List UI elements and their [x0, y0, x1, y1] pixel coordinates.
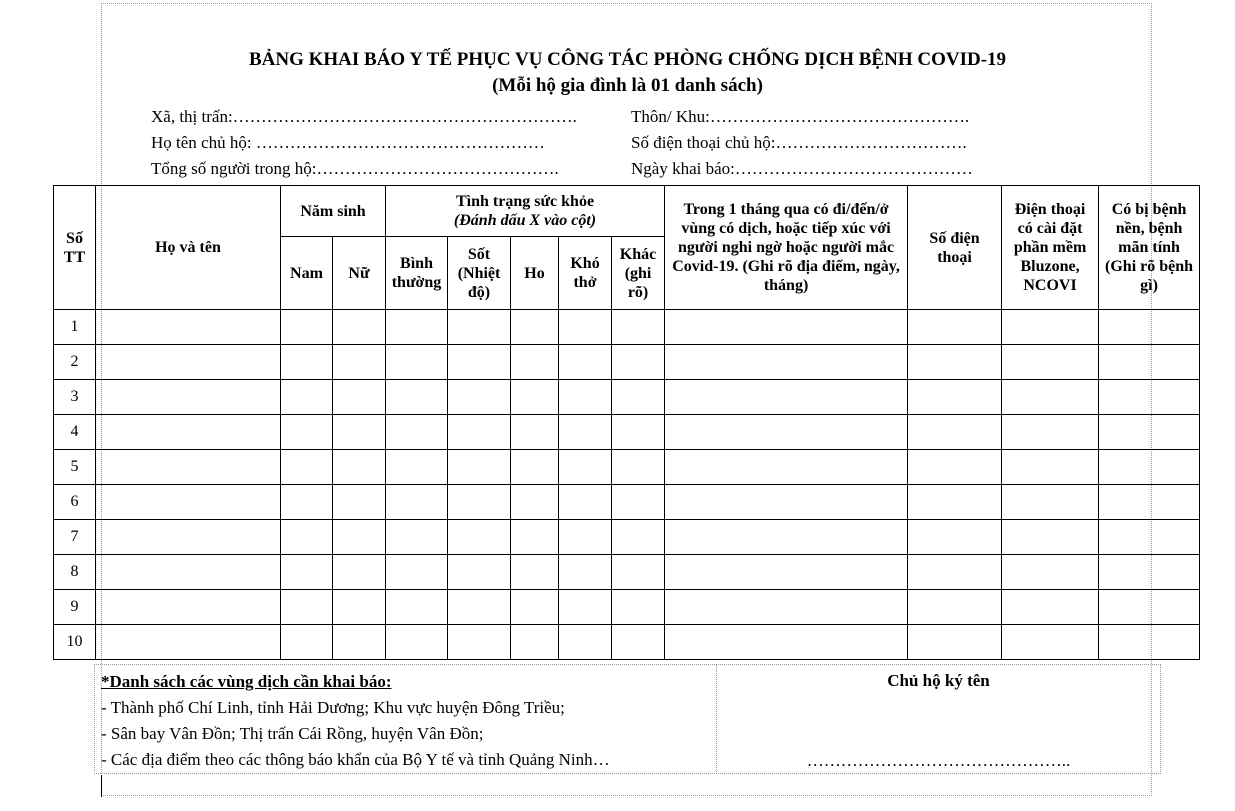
cell-app[interactable]	[1002, 520, 1099, 555]
row-number: 3	[54, 380, 96, 415]
row-number: 8	[54, 555, 96, 590]
cell-other[interactable]	[612, 485, 665, 520]
cell-fever[interactable]	[448, 310, 511, 345]
cell-app[interactable]	[1002, 450, 1099, 485]
cell-normal[interactable]	[386, 380, 448, 415]
cell-fever[interactable]	[448, 625, 511, 660]
cell-name[interactable]	[96, 310, 281, 345]
cell-fever[interactable]	[448, 415, 511, 450]
cell-travel[interactable]	[665, 520, 908, 555]
cell-male[interactable]	[281, 310, 333, 345]
cell-phone[interactable]	[908, 625, 1002, 660]
cell-male[interactable]	[281, 345, 333, 380]
cell-cough[interactable]	[511, 345, 559, 380]
cell-breath[interactable]	[559, 310, 612, 345]
householder-name-field[interactable]: Họ tên chủ hộ: ……………………………………………	[151, 133, 545, 152]
cell-phone[interactable]	[908, 345, 1002, 380]
cell-disease[interactable]	[1099, 345, 1200, 380]
cell-app[interactable]	[1002, 625, 1099, 660]
cell-fever[interactable]	[448, 450, 511, 485]
signature-line[interactable]: ………………………………………..	[806, 751, 1071, 770]
cell-disease[interactable]	[1099, 590, 1200, 625]
col-header-app: Điện thoại có cài đặt phần mềm Bluzone, NCOVI	[1002, 186, 1099, 310]
cell-cough[interactable]	[511, 380, 559, 415]
cell-app[interactable]	[1002, 485, 1099, 520]
cell-phone[interactable]	[908, 590, 1002, 625]
table-row	[54, 380, 1200, 415]
cell-male[interactable]	[281, 415, 333, 450]
cell-name[interactable]	[96, 625, 281, 660]
householder-phone-field[interactable]: Số điện thoại chủ hộ:…………………………….	[631, 133, 967, 152]
cell-other[interactable]	[612, 555, 665, 590]
cell-cough[interactable]	[511, 450, 559, 485]
commune-field[interactable]: Xã, thị trấn:…………………………………………………….	[151, 107, 577, 126]
row-number: 1	[54, 310, 96, 345]
cell-fever[interactable]	[448, 485, 511, 520]
row-number: 4	[54, 415, 96, 450]
cell-normal[interactable]	[386, 310, 448, 345]
col-header-breath: Khó thở	[559, 237, 612, 310]
row-number: 9	[54, 590, 96, 625]
cell-app[interactable]	[1002, 345, 1099, 380]
cell-cough[interactable]	[511, 520, 559, 555]
row-number: 5	[54, 450, 96, 485]
cell-female[interactable]	[333, 450, 386, 485]
cell-phone[interactable]	[908, 555, 1002, 590]
cell-other[interactable]	[612, 450, 665, 485]
cell-name[interactable]	[96, 380, 281, 415]
table-row	[54, 590, 1200, 625]
cell-fever[interactable]	[448, 380, 511, 415]
cell-travel[interactable]	[665, 555, 908, 590]
cell-normal[interactable]	[386, 485, 448, 520]
table-row	[54, 520, 1200, 555]
cell-other[interactable]	[612, 520, 665, 555]
col-header-birth-year: Năm sinh	[281, 186, 386, 237]
cell-breath[interactable]	[559, 485, 612, 520]
cell-disease[interactable]	[1099, 450, 1200, 485]
table-row	[54, 485, 1200, 520]
cell-travel[interactable]	[665, 590, 908, 625]
signature-title: Chủ hộ ký tên	[887, 671, 990, 690]
cell-breath[interactable]	[559, 520, 612, 555]
cell-fever[interactable]	[448, 345, 511, 380]
col-header-travel: Trong 1 tháng qua có đi/đến/ở vùng có dịch, hoặc tiếp xúc với người nghi ngờ hoặc người mắc Covid-19. (Ghi rõ địa điểm, ngày, tháng)	[665, 186, 908, 310]
declaration-date-field[interactable]: Ngày khai báo:……………………………………	[631, 159, 973, 178]
col-header-fever: Sốt (Nhiệt độ)	[448, 237, 511, 310]
col-header-disease: Có bị bệnh nền, bệnh mãn tính (Ghi rõ bệnh gì)	[1099, 186, 1200, 310]
cell-female[interactable]	[333, 345, 386, 380]
cell-other[interactable]	[612, 380, 665, 415]
cell-travel[interactable]	[665, 380, 908, 415]
cell-breath[interactable]	[559, 450, 612, 485]
cell-cough[interactable]	[511, 415, 559, 450]
col-header-other: Khác (ghi rõ)	[612, 237, 665, 310]
table-row	[54, 345, 1200, 380]
cell-male[interactable]	[281, 590, 333, 625]
col-header-name: Họ và tên	[96, 186, 281, 310]
cell-breath[interactable]	[559, 625, 612, 660]
cell-male[interactable]	[281, 485, 333, 520]
col-header-male: Nam	[281, 237, 333, 310]
cell-normal[interactable]	[386, 345, 448, 380]
zone-item: - Các địa điểm theo các thông báo khẩn của Bộ Y tế và tỉnh Quảng Ninh…	[101, 750, 610, 769]
cell-app[interactable]	[1002, 555, 1099, 590]
cell-female[interactable]	[333, 625, 386, 660]
zones-title: *Danh sách các vùng dịch cần khai báo:	[101, 672, 392, 691]
cell-other[interactable]	[612, 625, 665, 660]
cell-disease[interactable]	[1099, 555, 1200, 590]
cell-breath[interactable]	[559, 380, 612, 415]
row-number: 2	[54, 345, 96, 380]
zone-item: - Thành phố Chí Linh, tỉnh Hải Dương; Khu vực huyện Đông Triều;	[101, 698, 565, 717]
cell-other[interactable]	[612, 415, 665, 450]
cell-normal[interactable]	[386, 555, 448, 590]
cell-travel[interactable]	[665, 345, 908, 380]
health-label: Tình trạng sức khỏe	[455, 193, 595, 210]
cell-name[interactable]	[96, 450, 281, 485]
document-subtitle: (Mỗi hộ gia đình là 01 danh sách)	[492, 75, 763, 96]
member-count-field[interactable]: Tổng số người trong hộ:…………………………………….	[151, 159, 559, 178]
cell-female[interactable]	[333, 520, 386, 555]
cell-male[interactable]	[281, 625, 333, 660]
cell-app[interactable]	[1002, 415, 1099, 450]
cell-disease[interactable]	[1099, 485, 1200, 520]
row-number: 6	[54, 485, 96, 520]
cell-disease[interactable]	[1099, 415, 1200, 450]
cell-normal[interactable]	[386, 450, 448, 485]
cell-other[interactable]	[612, 345, 665, 380]
cell-app[interactable]	[1002, 380, 1099, 415]
cell-male[interactable]	[281, 450, 333, 485]
cell-name[interactable]	[96, 555, 281, 590]
cell-fever[interactable]	[448, 520, 511, 555]
table-row	[54, 415, 1200, 450]
cell-travel[interactable]	[665, 450, 908, 485]
cell-disease[interactable]	[1099, 520, 1200, 555]
cell-female[interactable]	[333, 590, 386, 625]
cell-male[interactable]	[281, 520, 333, 555]
cell-app[interactable]	[1002, 310, 1099, 345]
col-header-normal: Bình thường	[386, 237, 448, 310]
row-number: 7	[54, 520, 96, 555]
table-row	[54, 555, 1200, 590]
cell-breath[interactable]	[559, 415, 612, 450]
cell-name[interactable]	[96, 590, 281, 625]
cell-name[interactable]	[96, 345, 281, 380]
cell-name[interactable]	[96, 415, 281, 450]
cell-phone[interactable]	[908, 520, 1002, 555]
cell-name[interactable]	[96, 520, 281, 555]
cell-breath[interactable]	[559, 590, 612, 625]
cell-breath[interactable]	[559, 345, 612, 380]
cell-other[interactable]	[612, 310, 665, 345]
cell-male[interactable]	[281, 380, 333, 415]
cell-phone[interactable]	[908, 380, 1002, 415]
cell-female[interactable]	[333, 415, 386, 450]
cell-breath[interactable]	[559, 555, 612, 590]
cell-cough[interactable]	[511, 625, 559, 660]
cell-other[interactable]	[612, 590, 665, 625]
cell-name[interactable]	[96, 485, 281, 520]
table-row	[54, 450, 1200, 485]
cell-female[interactable]	[333, 555, 386, 590]
cell-phone[interactable]	[908, 415, 1002, 450]
row-number: 10	[54, 625, 96, 660]
col-header-phone: Số điện thoại	[908, 186, 1002, 310]
cell-cough[interactable]	[511, 310, 559, 345]
cell-fever[interactable]	[448, 590, 511, 625]
cell-normal[interactable]	[386, 625, 448, 660]
text-cursor	[101, 775, 102, 797]
cell-cough[interactable]	[511, 590, 559, 625]
cell-travel[interactable]	[665, 310, 908, 345]
table-row	[54, 310, 1200, 345]
col-header-health	[386, 186, 665, 237]
cell-female[interactable]	[333, 485, 386, 520]
declaration-table	[53, 185, 1200, 660]
document-title: BẢNG KHAI BÁO Y TẾ PHỤC VỤ CÔNG TÁC PHÒNG CHỐNG DỊCH BỆNH COVID-19	[248, 49, 1007, 70]
cell-cough[interactable]	[511, 555, 559, 590]
cell-female[interactable]	[333, 380, 386, 415]
cell-fever[interactable]	[448, 555, 511, 590]
cell-travel[interactable]	[665, 485, 908, 520]
table-row	[54, 625, 1200, 660]
cell-travel[interactable]	[665, 625, 908, 660]
cell-travel[interactable]	[665, 415, 908, 450]
cell-disease[interactable]	[1099, 310, 1200, 345]
cell-normal[interactable]	[386, 590, 448, 625]
cell-app[interactable]	[1002, 590, 1099, 625]
col-header-female: Nữ	[333, 237, 386, 310]
cell-normal[interactable]	[386, 415, 448, 450]
cell-phone[interactable]	[908, 485, 1002, 520]
village-field[interactable]: Thôn/ Khu:……………………………………….	[631, 107, 970, 126]
cell-phone[interactable]	[908, 310, 1002, 345]
col-header-cough: Ho	[511, 237, 559, 310]
cell-disease[interactable]	[1099, 625, 1200, 660]
col-header-stt: Số TT	[54, 186, 96, 310]
cell-male[interactable]	[281, 555, 333, 590]
zone-item: - Sân bay Vân Đồn; Thị trấn Cái Rồng, huyện Vân Đồn;	[101, 724, 484, 743]
cell-disease[interactable]	[1099, 380, 1200, 415]
cell-normal[interactable]	[386, 520, 448, 555]
cell-female[interactable]	[333, 310, 386, 345]
cell-cough[interactable]	[511, 485, 559, 520]
cell-phone[interactable]	[908, 450, 1002, 485]
health-note: (Đánh dấu X vào cột)	[453, 212, 597, 229]
